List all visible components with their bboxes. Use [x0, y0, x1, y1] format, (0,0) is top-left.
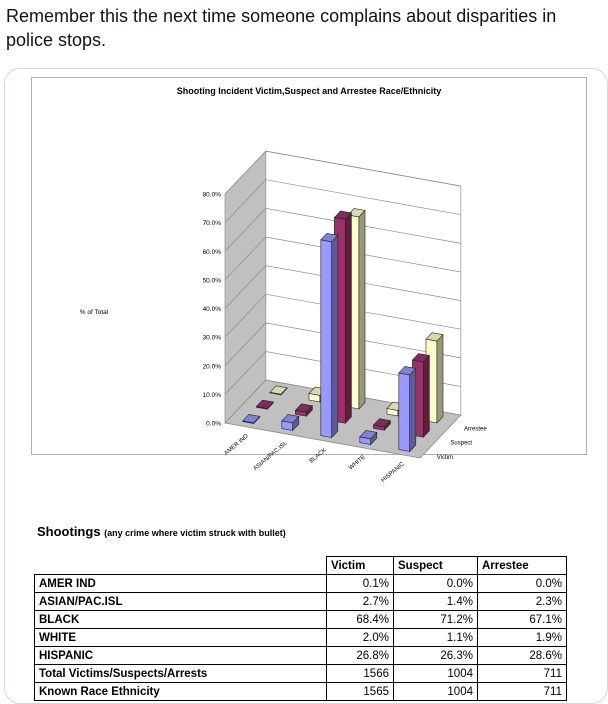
chart-frame — [31, 77, 587, 484]
bar-side — [423, 356, 429, 438]
table-cell: 1.4% — [394, 593, 478, 611]
table-row — [35, 647, 567, 665]
table-row — [35, 683, 567, 701]
x-tick-label: HISPANIC — [380, 461, 406, 484]
x-tick-label: ASIAN/PAC.ISL — [252, 440, 289, 473]
table-body — [35, 575, 567, 701]
table-cell: 711 — [478, 665, 567, 683]
table-header-suspect: Suspect — [394, 557, 478, 575]
table-header-victim: Victim — [327, 557, 394, 575]
x-tick-label: WHITE — [348, 454, 367, 472]
y-axis-label: % of Total — [79, 309, 109, 316]
y-tick-label: 20.0% — [202, 363, 221, 371]
table-row-label: WHITE — [35, 629, 327, 647]
x-tick-label: AMER IND — [223, 433, 250, 457]
table-cell: 0.1% — [327, 575, 394, 593]
table-cell: 1.9% — [478, 629, 567, 647]
post-text: Remember this the next time someone complains about disparities in police stops. — [6, 6, 557, 50]
chart-title: Shooting Incident Victim,Suspect and Arrestee Race/Ethnicity — [176, 86, 442, 96]
table-row — [35, 665, 567, 683]
table-cell: 1.1% — [394, 629, 478, 647]
table-row — [35, 593, 567, 611]
table-cell: 1565 — [327, 683, 394, 701]
table-cell: 26.3% — [394, 647, 478, 665]
series-label: Arrestee — [464, 426, 487, 433]
table-cell: 1566 — [327, 665, 394, 683]
table-row — [35, 611, 567, 629]
bar-side — [345, 213, 351, 423]
table-row-label: HISPANIC — [35, 647, 327, 665]
table-header-arrestee: Arrestee — [478, 557, 567, 575]
table-cell: 68.4% — [327, 611, 394, 629]
bar-side — [437, 335, 443, 423]
table-row-label: ASIAN/PAC.ISL — [35, 593, 327, 611]
media-card[interactable] — [4, 68, 608, 704]
table-cell: 0.0% — [394, 575, 478, 593]
table-row — [35, 629, 567, 647]
table-row-label: Known Race Ethnicity — [35, 683, 327, 701]
table-cell: 26.8% — [327, 647, 394, 665]
y-tick-label: 40.0% — [202, 306, 221, 313]
table-cell: 71.2% — [394, 611, 478, 629]
y-tick-label: 10.0% — [202, 391, 221, 399]
chart-3d-bar — [32, 78, 586, 484]
table-cell: 2.0% — [327, 629, 394, 647]
table-row-label: BLACK — [35, 611, 327, 629]
table-cell: 711 — [478, 683, 567, 701]
table-cell: 28.6% — [478, 647, 567, 665]
series-label: Victim — [436, 454, 454, 461]
table-cell: 67.1% — [478, 611, 567, 629]
table-header-empty — [35, 557, 327, 575]
y-tick-label: 80.0% — [202, 191, 221, 199]
series-label: Suspect — [450, 440, 473, 447]
y-tick-label: 0.0% — [206, 420, 221, 428]
table-cell: 1004 — [394, 683, 478, 701]
shootings-title: Shootings — [37, 524, 101, 539]
shootings-heading — [37, 524, 286, 539]
bar-front — [321, 240, 332, 438]
table-row — [35, 575, 567, 593]
y-tick-label: 50.0% — [202, 277, 221, 285]
table-row-label: AMER IND — [35, 575, 327, 593]
table-header-row — [35, 557, 567, 575]
x-tick-label: BLACK — [308, 447, 328, 465]
shootings-subtitle: (any crime where victim struck with bullet) — [104, 528, 286, 538]
table-cell: 1004 — [394, 665, 478, 683]
bar-front — [399, 373, 410, 452]
y-tick-label: 60.0% — [202, 248, 221, 256]
bar-side — [359, 210, 365, 409]
table-cell: 2.3% — [478, 593, 567, 611]
bar-side — [332, 235, 338, 437]
table-row-label: Total Victims/Suspects/Arrests — [35, 665, 327, 683]
y-tick-label: 70.0% — [202, 220, 221, 228]
table-cell: 0.0% — [478, 575, 567, 593]
data-table — [34, 556, 567, 701]
bar-side — [410, 368, 416, 451]
y-tick-label: 30.0% — [202, 334, 221, 342]
table-cell: 2.7% — [327, 593, 394, 611]
